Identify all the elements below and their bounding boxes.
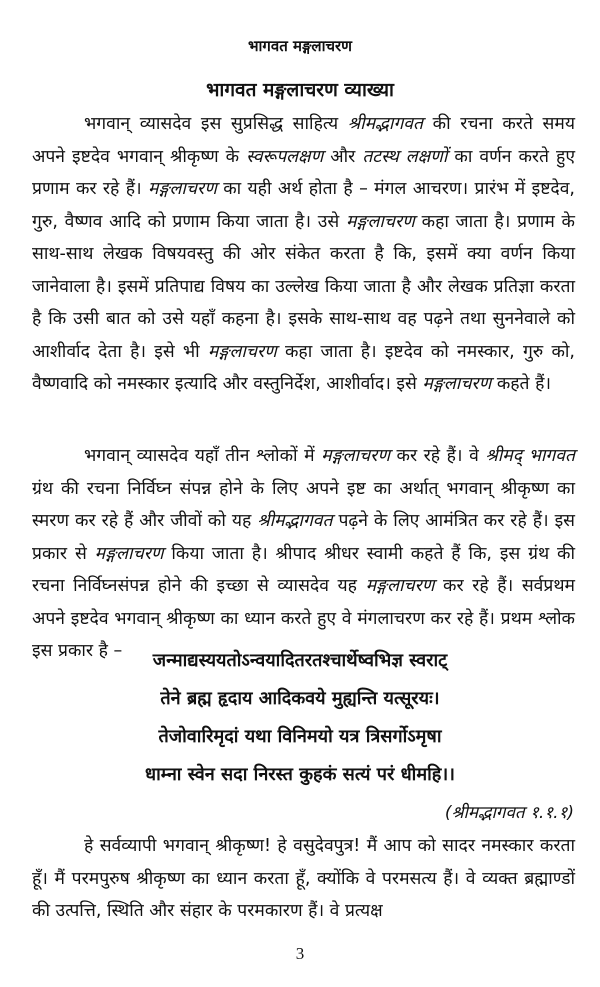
italic-term: मङ्गलाचरण (422, 374, 492, 394)
verse-citation: (श्रीमद्भागवत १.१.१) (444, 803, 574, 823)
italic-term: मङ्गलाचरण (321, 446, 390, 466)
paragraph-1: भगवान् व्यासदेव इस सुप्रसिद्ध साहित्य श्रीमद्भागवत की रचना करते समय अपने इष्टदेव भगवान् श्रीकृष्ण के स्वरूपलक्षण और तटस्थ लक्षणों का वर्णन करते हुए प्रणाम कर रहे हैं। मङ्गलाचरण का यही अर्थ होता है – मंगल आचरण। प्रारंभ में इष्टदेव, गुरु, वैष्णव आदि को प्रणाम किया जाता है। उसे मङ्गलाचरण कहा जाता है। प्रणाम के साथ-साथ लेखक विषयवस्तु की ओर संकेत करता है कि, इसमें क्या वर्णन किया जानेवाला है। इसमें प्रतिपाद्य विषय का उल्लेख किया जाता है और लेखक प्रतिज्ञा करता है कि उसी बात को उसे यहाँ कहना है। इसके साथ-साथ वह पढ़ने तथा सुननेवाले को आशीर्वाद देता है। इसे भी मङ्गलाचरण कहा जाता है। इष्टदेव को नमस्कार, गुरु को, वैष्णवादि को नमस्कार इत्यादि और वस्तुनिर्देश, आशीर्वाद। इसे मङ्गलाचरण कहते हैं। (32, 114, 576, 394)
italic-term: स्वरूपलक्षण (246, 146, 324, 167)
italic-term: श्रीमद्भागवत (257, 511, 333, 531)
verse-line-3: तेजोवारिमृदां यथा विनिमयो यत्र त्रिसर्गोऽमृषा (158, 726, 442, 747)
section-title: भागवत मङ्गलाचरण व्याख्या (206, 79, 394, 101)
italic-term: श्रीमद्भागवत (347, 114, 424, 134)
running-header: भागवत मङ्गलाचरण (247, 37, 352, 55)
verse-line-4: धाम्ना स्वेन सदा निरस्त कुहकं सत्यं परं धीमहि।। (145, 764, 455, 785)
italic-term: मङ्गलाचरण (94, 543, 164, 564)
italic-term: मङ्गलाचरण (147, 179, 217, 199)
italic-term: मङ्गलाचरण (365, 576, 435, 596)
page-number: 3 (295, 944, 305, 963)
italic-term: मङ्गलाचरण (345, 211, 415, 232)
verse-line-2: तेने ब्रह्म हृदाय आदिकवये मुह्यन्ति यत्सूरयः। (160, 688, 440, 709)
italic-term: मङ्गलाचरण (207, 341, 277, 362)
paragraph-2: भगवान् व्यासदेव यहाँ तीन श्लोकों में मङ्गलाचरण कर रहे हैं। वे श्रीमद् भागवत ग्रंथ की रचना निर्विघ्न संपन्न होने के लिए अपने इष्ट का अर्थात् भगवान् श्रीकृष्ण का स्मरण कर रहे हैं और जीवों को यह श्रीमद्भागवत पढ़ने के लिए आमंत्रित कर रहे हैं। इस प्रकार से मङ्गलाचरण किया जाता है। श्रीपाद श्रीधर स्वामी कहते हैं कि, इस ग्रंथ की रचना निर्विघ्नसंपन्न होने की इच्छा से व्यासदेव यह मङ्गलाचरण कर रहे हैं। सर्वप्रथम अपने इष्टदेव भगवान् श्रीकृष्ण का ध्यान करते हुए वे मंगलाचरण कर रहे हैं। प्रथम श्लोक इस प्रकार है – (32, 446, 576, 661)
verse-line-1: जन्माद्यस्ययतोऽन्वयादितरतश्चार्थेष्वभिज्ञ स्वराट् (152, 650, 448, 671)
paragraph-3: हे सर्वव्यापी भगवान् श्रीकृष्ण! हे वसुदेवपुत्र! मैं आप को सादर नमस्कार करता हूँ। मैं परमपुरुष श्रीकृष्ण का ध्यान करता हूँ, क्योंकि वे परमसत्य हैं। वे व्यक्त ब्रह्माण्डों की उत्पत्ति, स्थिति और संहार के परमकारण हैं। वे प्रत्यक्ष (32, 836, 575, 921)
italic-term: तटस्थ लक्षणों (362, 146, 448, 167)
italic-term: श्रीमद् भागवत (485, 446, 575, 466)
